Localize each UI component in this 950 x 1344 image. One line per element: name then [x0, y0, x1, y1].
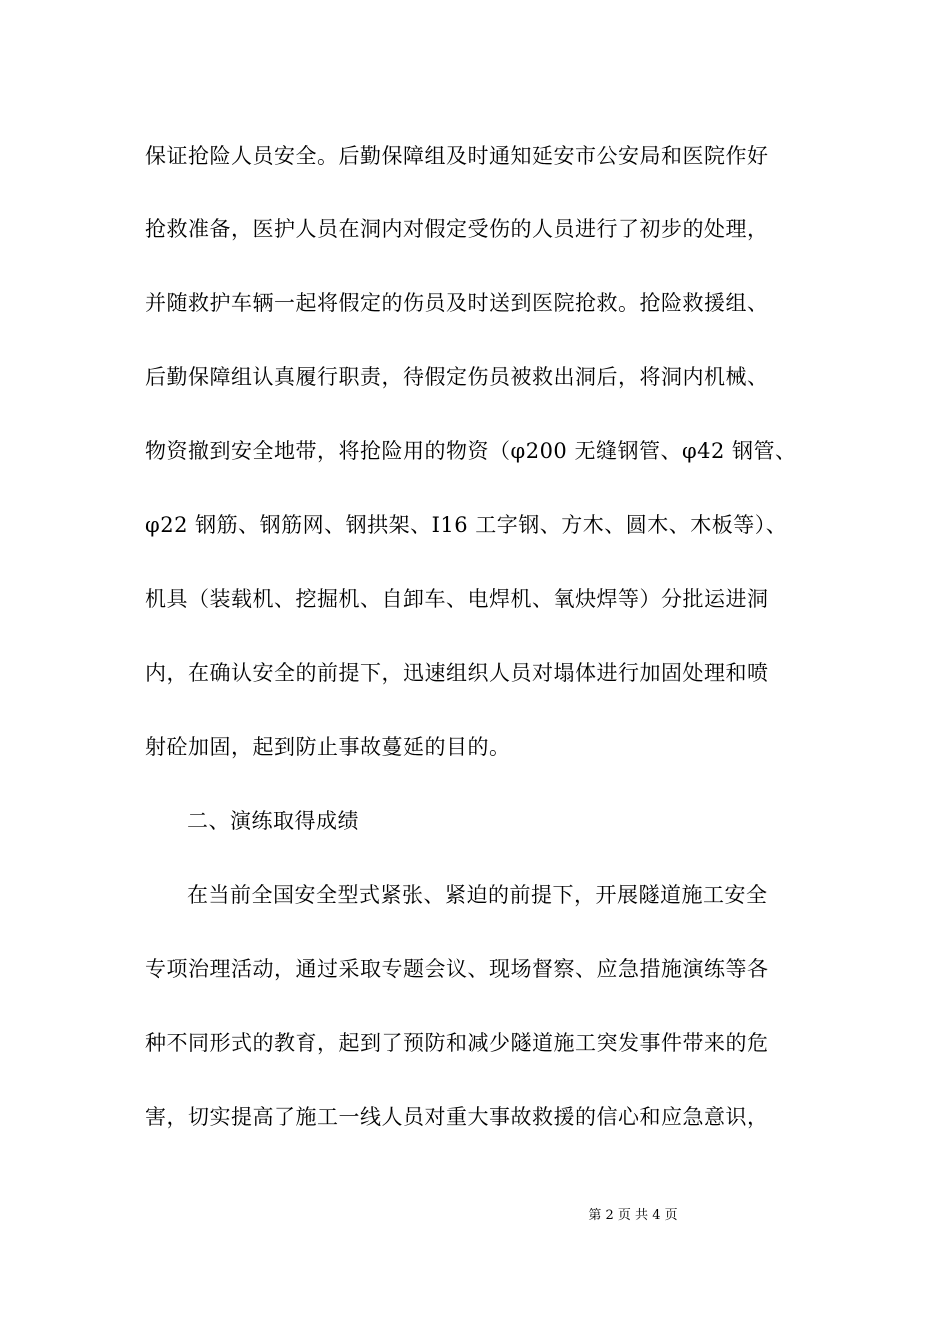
section-heading: 二、演练取得成绩 — [187, 809, 359, 833]
text-line: 并随救护车辆一起将假定的伤员及时送到医院抢救。抢险救援组、 — [145, 291, 769, 315]
text-line: 专项治理活动，通过采取专题会议、现场督察、应急措施演练等各 — [145, 957, 769, 981]
text-line: 害，切实提高了施工一线人员对重大事故救援的信心和应急意识， — [145, 1105, 769, 1129]
text-line: 在当前全国安全型式紧张、紧迫的前提下，开展隧道施工安全 — [187, 883, 768, 907]
text-line: φ22 钢筋、钢筋网、钢拱架、I16 工字钢、方木、圆木、木板等）、 — [145, 513, 788, 537]
text-line: 物资撤到安全地带，将抢险用的物资（φ200 无缝钢管、φ42 钢管、 — [145, 439, 797, 463]
text-line: 保证抢险人员安全。后勤保障组及时通知延安市公安局和医院作好 — [145, 144, 769, 168]
text-line: 后勤保障组认真履行职责，待假定伤员被救出洞后，将洞内机械、 — [145, 365, 769, 389]
text-line: 内，在确认安全的前提下，迅速组织人员对塌体进行加固处理和喷 — [145, 661, 769, 685]
text-line: 机具（装载机、挖掘机、自卸车、电焊机、氧炔焊等）分批运进洞 — [145, 587, 769, 611]
text-line: 抢救准备，医护人员在洞内对假定受伤的人员进行了初步的处理， — [145, 217, 769, 241]
text-line: 种不同形式的教育，起到了预防和减少隧道施工突发事件带来的危 — [145, 1031, 769, 1055]
page-footer — [0, 1206, 950, 1226]
page-number: 第 2 页 共 4 页 — [588, 1208, 678, 1223]
text-line: 射砼加固，起到防止事故蔓延的目的。 — [145, 735, 511, 759]
